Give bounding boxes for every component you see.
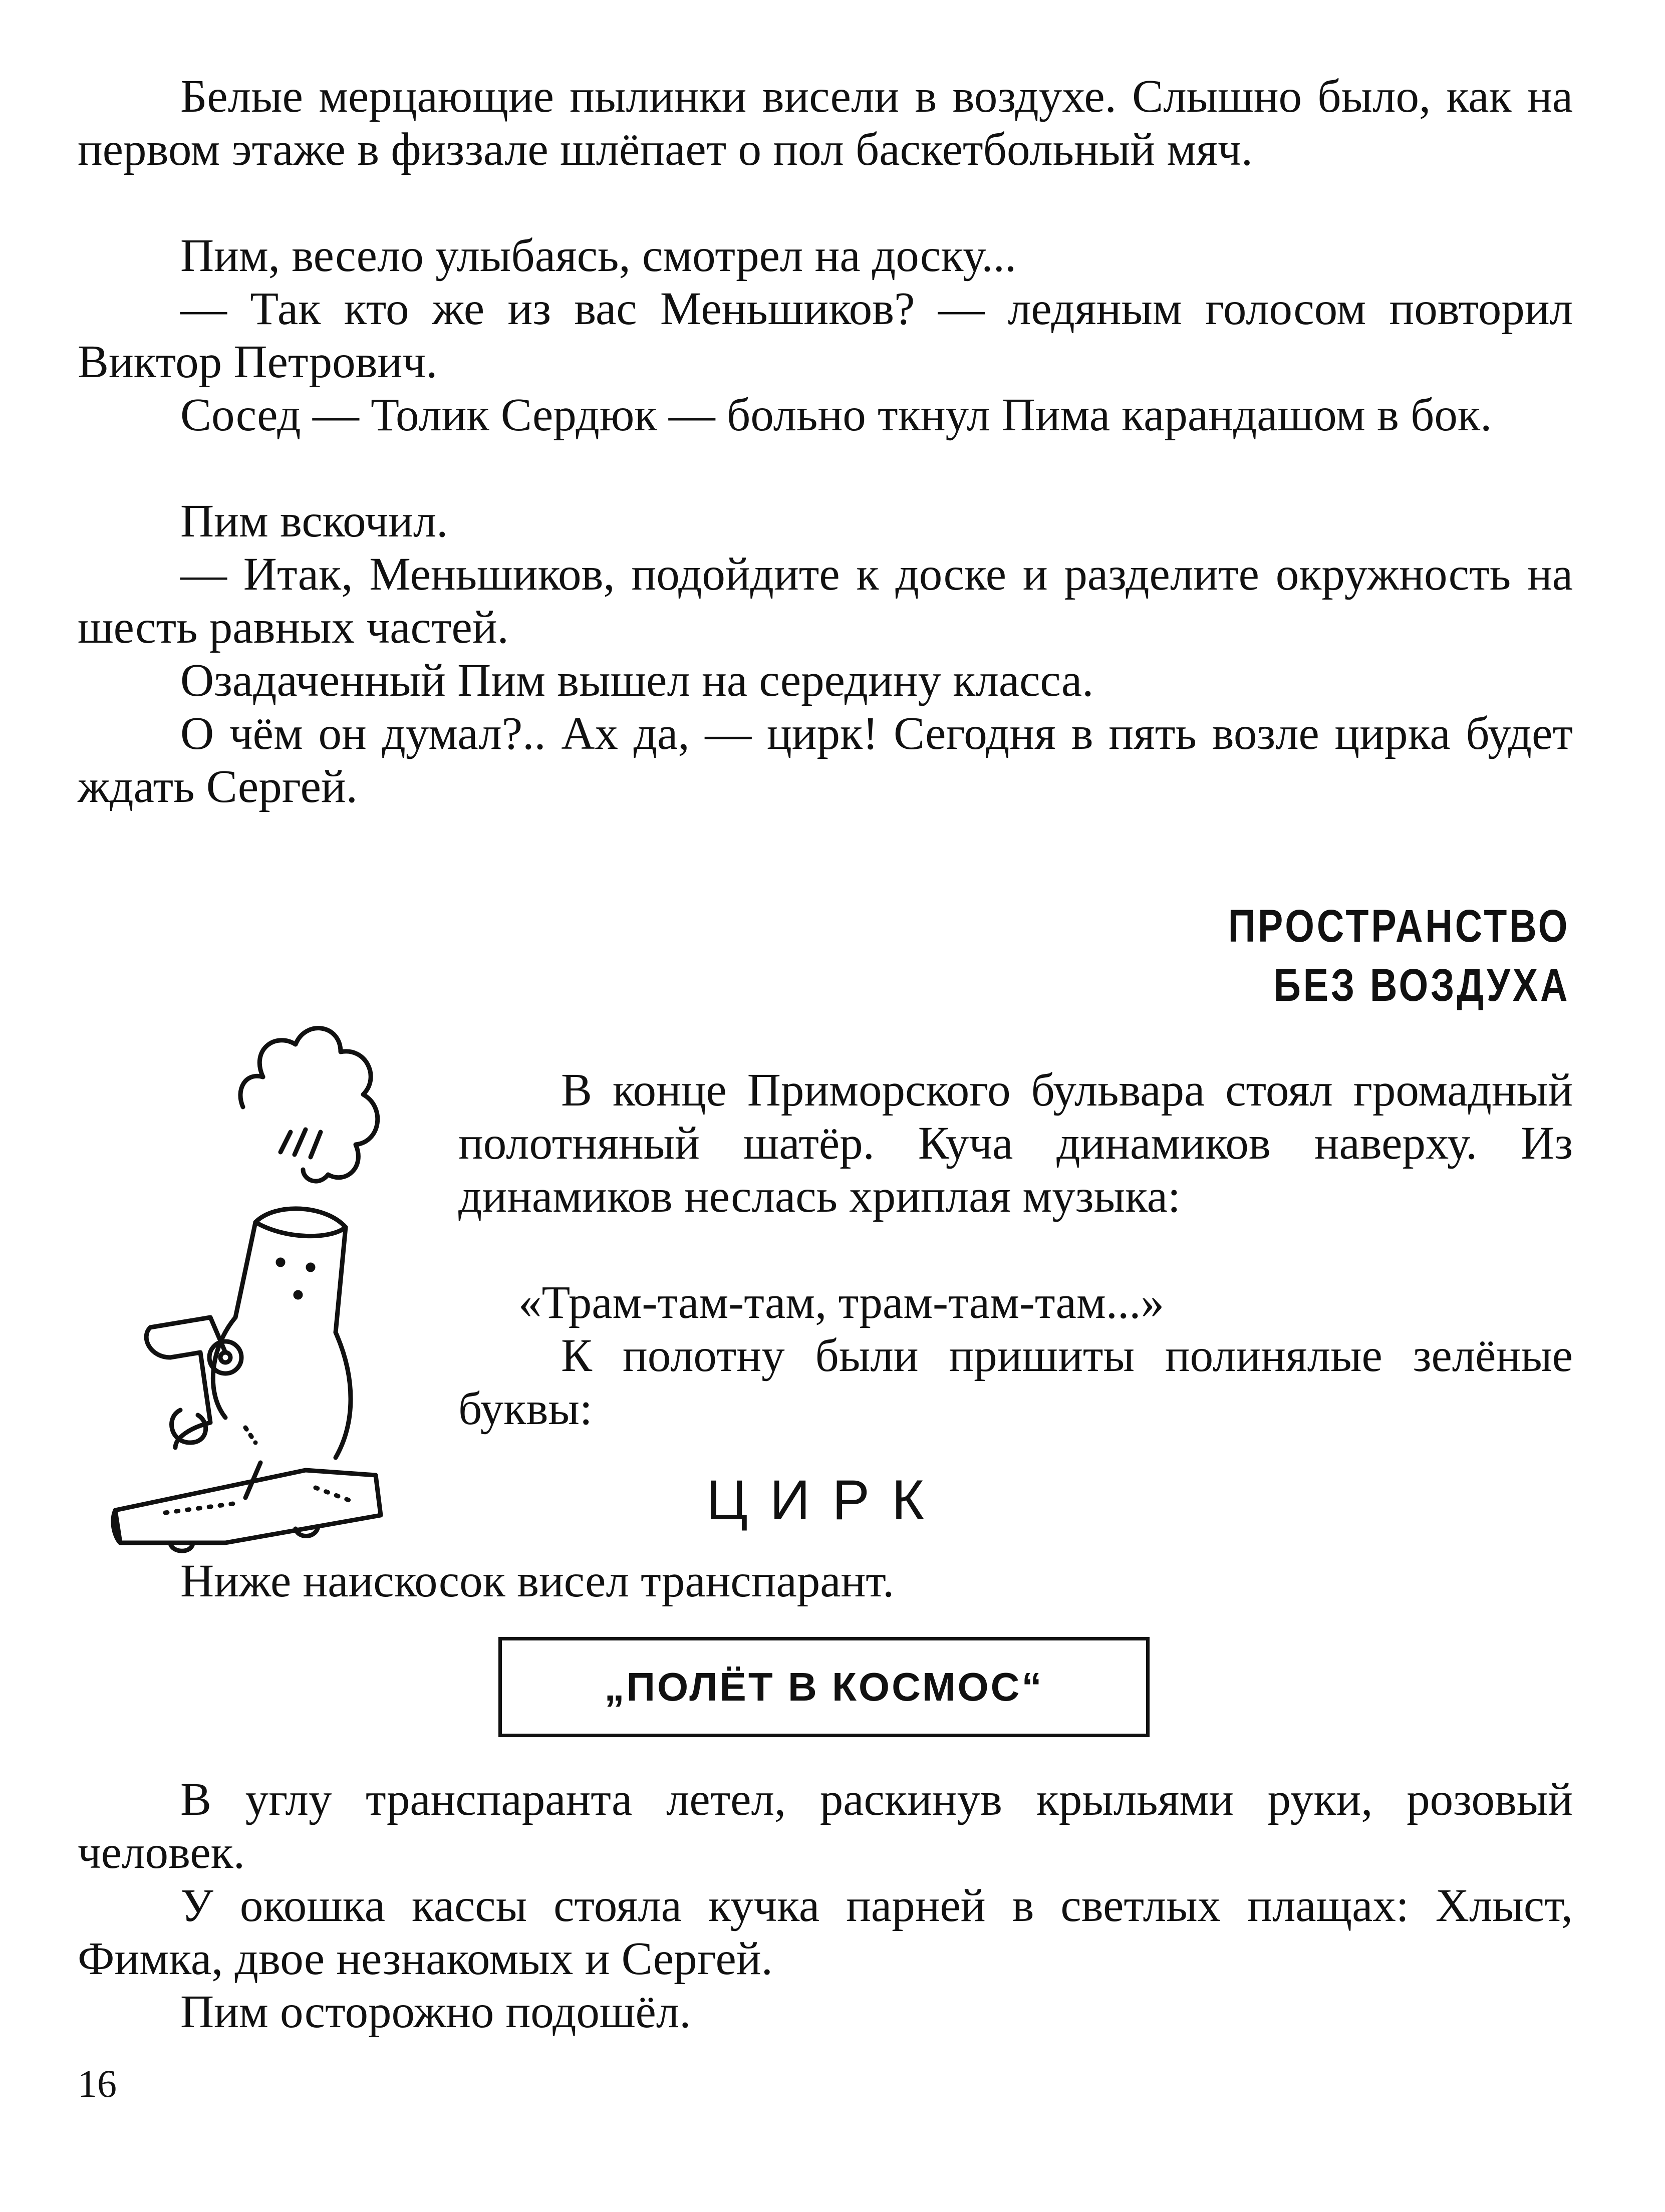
banner-text: „ПОЛЁТ В КОСМОС“: [604, 1665, 1044, 1709]
section-heading-line1: ПРОСТРАНСТВО: [1228, 901, 1570, 952]
paragraph-pim-approached: Пим осторожно подошёл.: [180, 1986, 691, 2038]
paragraph-teacher-question: — Так кто же из вас Меньшиков? — ледяным голосом повторил Виктор Петрович.: [78, 283, 1573, 388]
section-heading: [1228, 897, 1570, 1015]
paragraph-letters: К полотну были пришиты полинялые зелёные буквы:: [458, 1330, 1573, 1435]
paragraph-ticket-office: У окошка кассы стояла кучка парней в светлых плащах: Хлыст, Фимка, двое незнакомых и Сергей.: [78, 1880, 1573, 1985]
paragraph-neighbor: Сосед — Толик Сердюк — больно ткнул Пима карандашом в бок.: [180, 389, 1492, 441]
circus-sign: ЦИРК: [706, 1469, 947, 1531]
section-heading-line2: БЕЗ ВОЗДУХА: [1273, 960, 1570, 1011]
paragraph-circus-thought: О чём он думал?.. Ах да, — цирк! Сегодня в пять возле цирка будет ждать Сергей.: [78, 708, 1573, 812]
paragraph-dust: Белые мерцающие пылинки висели в воздухе. Слышно было, как на первом этаже в физзале шлёпает о пол баскетбольный мяч.: [78, 71, 1573, 175]
paragraph-pim-smiling: Пим, весело улыбаясь, смотрел на доску...: [180, 230, 1017, 282]
paragraph-tent: В конце Приморского бульвара стоял громадный полотняный шатёр. Куча динамиков наверху. Из динамиков неслась хриплая музыка:: [458, 1064, 1573, 1222]
paragraph-music: «Трам-там-там, трам-там-там...»: [518, 1277, 1165, 1328]
paragraph-teacher-task: — Итак, Меньшиков, подойдите к доске и разделите окружность на шесть равных частей.: [78, 548, 1573, 653]
paragraph-pim-jumped: Пим вскочил.: [180, 495, 448, 547]
microscope-icon: [75, 1007, 426, 1558]
paragraph-pim-walked: Озадаченный Пим вышел на середину класса.: [180, 655, 1094, 706]
paragraph-banner-intro: Ниже наискосок висел транспарант.: [180, 1555, 895, 1607]
banner-box: [498, 1637, 1150, 1737]
page-number: 16: [78, 2062, 117, 2105]
paragraph-pink-man: В углу транспаранта летел, раскинув крыльями руки, розовый человек.: [78, 1774, 1573, 1878]
